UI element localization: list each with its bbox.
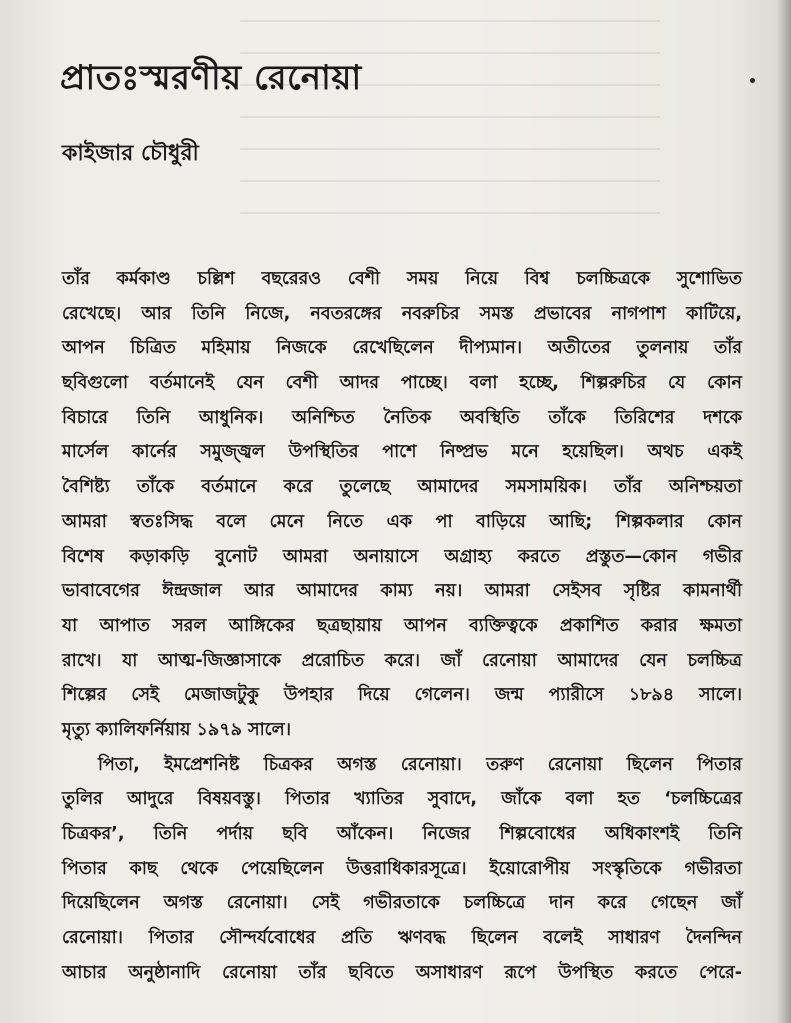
article-title: প্রাতঃস্মরণীয় রেনোয়া: [60, 58, 362, 98]
body-line: আচার অনুষ্ঠানাদি রেনোয়া তাঁর ছবিতে অসাধারণ রূপে উপস্থিত করতে পেরে-: [62, 962, 742, 983]
body-line: চিত্রকর’, তিনি পর্দায় ছবি আঁকেন। নিজের শিল্পবোধের অধিকাংশই তিনি: [62, 824, 742, 844]
body-line: আমরা স্বতঃসিদ্ধ বলে মেনে নিতে এক পা বাড়িয়ে আছি; শিল্পকলার কোন: [62, 511, 742, 532]
body-line: বৈশিষ্ট্য তাঁকে বর্তমানে করে তুলেছে আমাদের সমসাময়িক। তাঁর অনিশ্চয়তা: [62, 477, 742, 498]
body-line: দিয়েছিলেন অগস্ত রেনোয়া। সেই গভীরতাকে চলচ্চিত্রে দান করে গেছেন জাঁ: [62, 893, 742, 914]
body-line: রেনোয়া। পিতার সৌন্দর্যবোধের প্রতি ঋণবদ্ধ ছিলেন বলেই সাধারণ দৈনন্দিন: [62, 928, 742, 949]
body-line: আপন চিত্রিত মহিমায় নিজকে রেখেছিলেন দীপ্যমান। অতীতের তুলনায় তাঁর: [62, 338, 742, 359]
body-line: মৃত্যু ক্যালিফর্নিয়ায় ১৯৭৯ সালে।: [62, 719, 291, 740]
body-line: পিতার কাছ থেকে পেয়েছিলেন উত্তরাধিকারসূত্রে। ইয়োরোপীয় সংস্কৃতিকে গভীরতা: [62, 858, 742, 879]
ink-dot: [750, 78, 755, 83]
page-gutter-shadow: [777, 0, 791, 1023]
body-line: বিচারে তিনি আধুনিক। অনিশ্চিত নৈতিক অবস্থিতি তাঁকে তিরিশের দশকে: [62, 407, 742, 428]
body-line: মার্সেল কার্নের সমুজ্জ্বল উপস্থিতির পাশে নিষ্প্রভ মনে হয়েছিল। অথচ একই: [62, 442, 742, 463]
body-line: রেখেছে। আর তিনি নিজে, নবতরঙ্গের নবরুচির সমস্ত প্রভাবের নাগপাশ কাটিয়ে,: [62, 303, 742, 324]
body-line: শিল্পের সেই মেজাজটুকু উপহার দিয়ে গেলেন। জন্ম প্যারীসে ১৮৯৪ সালে।: [62, 685, 742, 706]
body-line: যা আপাত সরল আঙ্গিকের ছত্রছায়ায় আপন ব্যক্তিত্বকে প্রকাশিত করার ক্ষমতা: [62, 615, 742, 636]
article-author: কাইজার চৌধুরী: [62, 141, 199, 166]
body-line: পিতা, ইমপ্রেশনিষ্ট চিত্রকর অগস্ত রেনোয়া। তরুণ রেনোয়া ছিলেন পিতার: [98, 754, 742, 775]
body-line: ভাবাবেগের ঈন্দ্রজাল আর আমাদের কাম্য নয়। আমরা সেইসব সৃষ্টির কামনার্থী: [62, 581, 742, 602]
body-line: রাখে। যা আত্ম-জিজ্ঞাসাকে প্ররোচিত করে। জাঁ রেনোয়া আমাদের যেন চলচ্চিত্র: [62, 650, 742, 671]
body-line: তাঁর কর্মকাণ্ড চল্লিশ বছরেরও বেশী সময় নিয়ে বিশ্ব চলচ্চিত্রকে সুশোভিত: [62, 269, 742, 289]
body-line: বিশেষ কড়াকড়ি বুনোট আমরা অনায়াসে অগ্রাহ্য করতে প্রস্তুত—কোন গভীর: [62, 546, 742, 567]
body-line: তুলির আদুরে বিষয়বস্তু। পিতার খ্যাতির সুবাদে, জাঁকে বলা হত ‘চলচ্চিত্রের: [62, 789, 742, 810]
article-body: [62, 262, 742, 990]
body-line: ছবিগুলো বর্তমানেই যেন বেশী আদর পাচ্ছে। বলা হচ্ছে, শিল্পরুচির যে কোন: [62, 373, 742, 394]
